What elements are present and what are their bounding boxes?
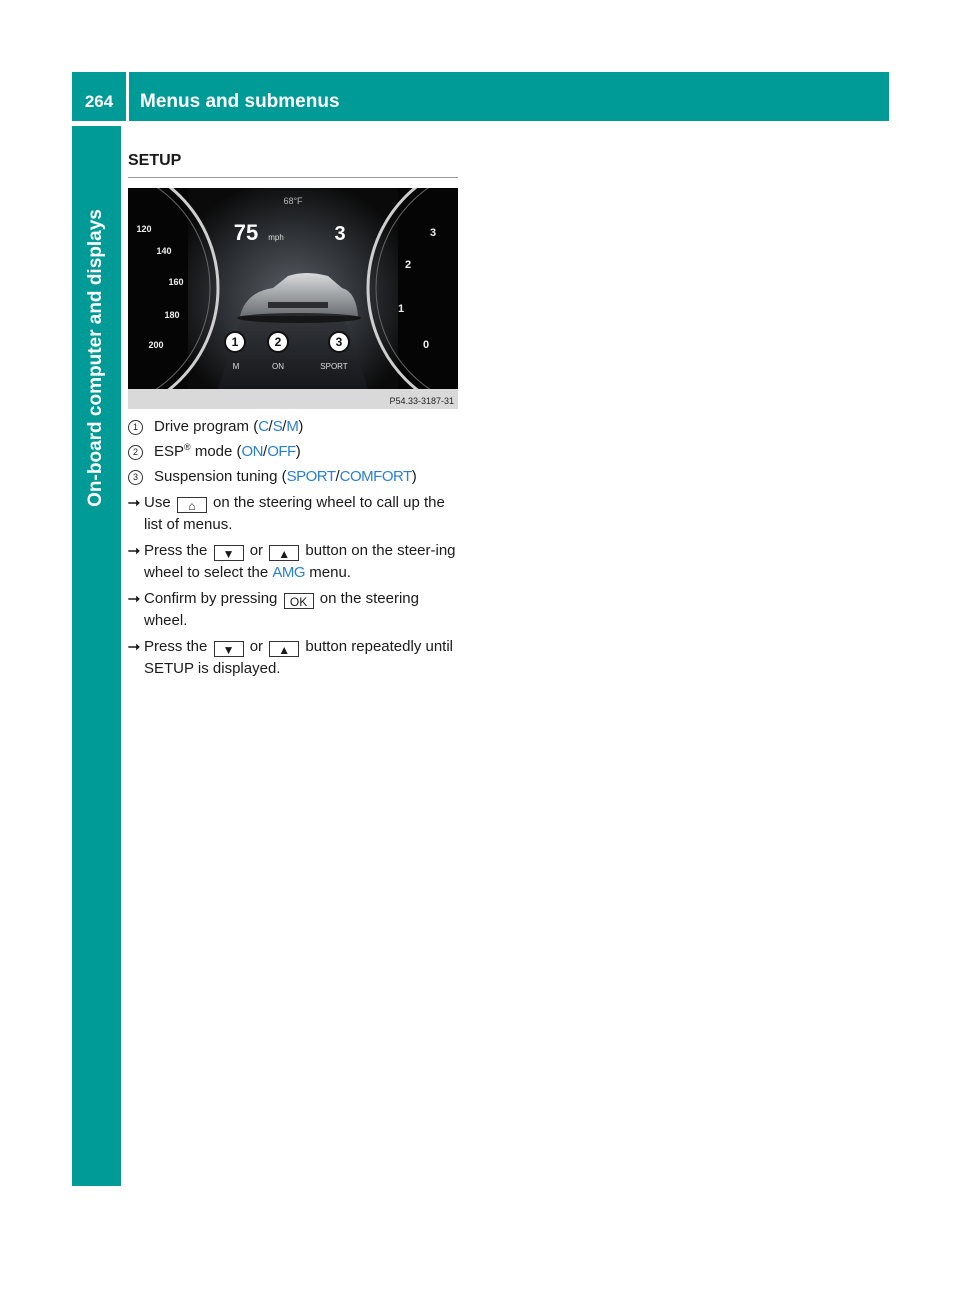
amg-menu-label: AMG bbox=[272, 564, 306, 581]
rpm-tick-label: 3 bbox=[429, 227, 437, 239]
speed-tick-label: 200 bbox=[148, 340, 164, 350]
callout-number: 3 bbox=[335, 335, 343, 349]
legend-item: 1 Drive program (C/S/M) bbox=[128, 416, 460, 438]
heading-rule bbox=[128, 177, 458, 178]
option-comfort: COMFORT bbox=[339, 468, 412, 485]
side-tab-label: On-board computer and displays bbox=[85, 209, 106, 507]
speed-unit: mph bbox=[268, 233, 284, 242]
legend-item: 3 Suspension tuning (SPORT/COMFORT) bbox=[128, 466, 460, 488]
status-label: ON bbox=[272, 362, 284, 371]
step-arrow-icon: ⭢ bbox=[128, 494, 141, 511]
ok-key: OK bbox=[284, 593, 314, 609]
status-label: M bbox=[232, 362, 240, 371]
speed-readout: 75 bbox=[233, 220, 259, 245]
speed-tick-label: 140 bbox=[156, 246, 172, 256]
option-c: C bbox=[258, 418, 269, 435]
figure-code: P54.33-3187-31 bbox=[389, 396, 454, 406]
up-arrow-icon: ▲ bbox=[269, 545, 299, 561]
callout-number: 2 bbox=[274, 335, 282, 349]
option-s: S bbox=[272, 418, 283, 435]
header-divider bbox=[126, 72, 129, 121]
up-arrow-icon: ▲ bbox=[269, 641, 299, 657]
gear-readout: 3 bbox=[334, 223, 346, 245]
content bbox=[128, 416, 460, 680]
step-item: ⭢ Confirm by pressing OK on the steering wheel. bbox=[128, 590, 419, 629]
legend-item: 2 ESP® mode (ON/OFF) bbox=[128, 441, 460, 463]
option-on: ON bbox=[241, 443, 264, 460]
step-item: ⭢ Press the ▼ or ▲ button repeatedly until SETUP is displayed. bbox=[128, 638, 454, 677]
figure-caption-bar bbox=[128, 389, 458, 409]
cluster-illustration bbox=[128, 188, 458, 389]
step-arrow-icon: ⭢ bbox=[128, 638, 141, 655]
option-off: OFF bbox=[267, 443, 296, 460]
chapter-title: Menus and submenus bbox=[140, 91, 340, 112]
option-m: M bbox=[286, 418, 299, 435]
section-heading: SETUP bbox=[128, 152, 182, 169]
down-arrow-icon: ▼ bbox=[214, 641, 244, 657]
temperature-readout: 68°F bbox=[283, 196, 303, 206]
number-3-icon: 3 bbox=[128, 470, 143, 485]
status-label: SPORT bbox=[320, 362, 348, 371]
number-2-icon: 2 bbox=[128, 445, 143, 460]
step-arrow-icon: ⭢ bbox=[128, 590, 141, 607]
rpm-tick-label: 0 bbox=[422, 339, 430, 351]
down-arrow-icon: ▼ bbox=[214, 545, 244, 561]
rpm-tick-label: 2 bbox=[404, 259, 412, 271]
home-icon: ⌂ bbox=[177, 497, 207, 513]
instrument-cluster-figure bbox=[128, 188, 458, 409]
speed-tick-label: 180 bbox=[164, 310, 180, 320]
speed-tick-label: 160 bbox=[168, 277, 184, 287]
page-number: 264 bbox=[84, 92, 114, 111]
step-arrow-icon: ⭢ bbox=[128, 542, 141, 559]
step-item: ⭢ Press the ▼ or ▲ button on the steer-ing wheel to select the AMG menu. bbox=[128, 542, 456, 581]
rpm-tick-label: 1 bbox=[397, 303, 405, 315]
speed-tick-label: 120 bbox=[136, 224, 152, 234]
step-item: ⭢ Use ⌂ on the steering wheel to call up the list of menus. bbox=[128, 494, 445, 533]
number-1-icon: 1 bbox=[128, 420, 143, 435]
option-sport: SPORT bbox=[286, 468, 336, 485]
callout-number: 1 bbox=[231, 335, 239, 349]
